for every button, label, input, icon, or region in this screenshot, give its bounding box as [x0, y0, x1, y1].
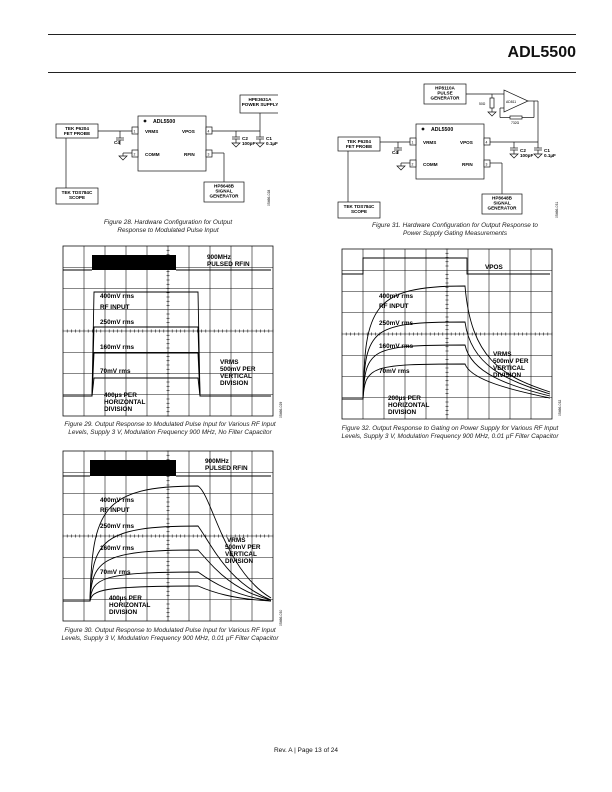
svg-text:05466-029: 05466-029: [279, 401, 283, 418]
svg-text:3: 3: [485, 162, 488, 167]
svg-text:50Ω: 50Ω: [479, 102, 486, 106]
svg-text:VPOS: VPOS: [485, 264, 503, 271]
svg-text:RF INPUT: RF INPUT: [379, 303, 409, 310]
svg-text:C10.1µF: C1 0.1µF: [266, 136, 278, 146]
svg-text:70mV rms: 70mV rms: [100, 368, 131, 375]
svg-text:900MHz: 900MHz: [207, 254, 231, 261]
svg-text:DIVISION: DIVISION: [220, 380, 249, 387]
svg-text:HP8648BSIGNALGENERATOR: HP8648B SIGNAL GENERATOR: [487, 195, 517, 211]
svg-text:PULSED RFIN: PULSED RFIN: [207, 261, 250, 268]
svg-text:70mV rms: 70mV rms: [379, 368, 410, 375]
chip-name: ADL5500: [153, 119, 176, 125]
svg-text:VERTICAL: VERTICAL: [225, 551, 257, 558]
svg-text:AD811: AD811: [506, 100, 517, 104]
svg-text:05466-030: 05466-030: [279, 609, 283, 626]
svg-text:DIVISION: DIVISION: [388, 409, 417, 416]
svg-text:HORIZONTAL: HORIZONTAL: [388, 402, 430, 409]
svg-text:RF INPUT: RF INPUT: [100, 507, 130, 514]
svg-text:400mV rms: 400mV rms: [100, 293, 135, 300]
svg-text:C2100pF: C2 100pF: [242, 136, 256, 146]
header-rule: [48, 34, 576, 73]
power-supply-label: HPE3631A POWER SUPPLY: [241, 97, 278, 107]
svg-text:PULSED RFIN: PULSED RFIN: [205, 465, 248, 472]
figure-28-caption: Figure 28. Hardware Configuration for Output Response to Modulated Pulse Input: [103, 219, 233, 234]
svg-text:250mV rms: 250mV rms: [100, 523, 135, 530]
svg-text:HP8110APULSEGENERATOR: HP8110A PULSE GENERATOR: [430, 85, 460, 101]
svg-text:160mV rms: 160mV rms: [379, 343, 414, 350]
svg-text:VRMS: VRMS: [423, 140, 437, 145]
svg-text:160mV rms: 160mV rms: [100, 545, 135, 552]
page-footer: Rev. A | Page 13 of 24: [273, 747, 339, 754]
svg-text:1: 1: [411, 140, 414, 145]
figure-32-caption: Figure 32. Output Response to Gating on Power Supply for Various RF Input Levels, Supply 3 V, Modulation Frequency 900 MHz, 0.01 µF Filter Capacitor: [341, 425, 559, 440]
svg-text:400mV rms: 400mV rms: [379, 293, 414, 300]
svg-text:DIVISION: DIVISION: [109, 609, 138, 616]
figure-29-caption: Figure 29. Output Response to Modulated Pulse Input for Various RF Input Levels, Supply 3 V, Modulation Frequency 900 MHz, No Filter Capacitor: [64, 421, 276, 436]
figure-31-schematic: [334, 82, 566, 222]
svg-text:2: 2: [133, 152, 136, 157]
svg-text:400µs PER: 400µs PER: [109, 595, 142, 602]
svg-text:4: 4: [207, 129, 210, 134]
svg-text:732Ω: 732Ω: [511, 121, 520, 125]
svg-text:TEK P6204FET PROBE: TEK P6204 FET PROBE: [63, 126, 91, 136]
figure-28-schematic: [48, 88, 278, 218]
svg-text:160mV rms: 160mV rms: [100, 344, 135, 351]
rf-pulse-band: [90, 460, 176, 476]
svg-text:1: 1: [133, 129, 136, 134]
svg-text:HORIZONTAL: HORIZONTAL: [109, 602, 151, 609]
svg-text:TEK TDS784CSCOPE: TEK TDS784C SCOPE: [61, 190, 93, 200]
svg-text:VPOS: VPOS: [460, 140, 473, 145]
svg-text:VRMS: VRMS: [493, 351, 512, 358]
pin-vrms: VRMS: [145, 129, 159, 134]
svg-text:250mV rms: 250mV rms: [100, 319, 135, 326]
svg-text:500mV PER: 500mV PER: [220, 366, 256, 373]
svg-text:C10.1µF: C1 0.1µF: [544, 148, 556, 158]
part-number: ADL5500: [507, 44, 576, 61]
pin-vpos: VPOS: [182, 129, 195, 134]
svg-text:VERTICAL: VERTICAL: [493, 365, 525, 372]
svg-text:500mV PER: 500mV PER: [493, 358, 529, 365]
svg-text:VRMS: VRMS: [227, 537, 246, 544]
svg-text:DIVISION: DIVISION: [104, 406, 133, 413]
figure-30-caption: Figure 30. Output Response to Modulated Pulse Input for Various RF Input Levels, Supply 3 V, Modulation Frequency 900 MHz, 0.01 µF Filter Capacitor: [61, 627, 279, 642]
pin-comm: COMM: [145, 152, 160, 157]
figure-28-code: 05466-028: [267, 189, 271, 206]
svg-text:200µs PER: 200µs PER: [388, 395, 421, 402]
svg-text:4: 4: [485, 140, 488, 145]
figure-30-scope: [62, 450, 274, 622]
svg-text:VERTICAL: VERTICAL: [220, 373, 252, 380]
svg-text:DIVISION: DIVISION: [225, 558, 254, 565]
figure-31-caption: Figure 31. Hardware Configuration for Output Response to Power Supply Gating Measurements: [372, 222, 538, 237]
svg-text:70mV rms: 70mV rms: [100, 569, 131, 576]
svg-text:DIVISION: DIVISION: [493, 372, 522, 379]
svg-text:RFIN: RFIN: [462, 162, 473, 167]
svg-text:VRMS: VRMS: [220, 359, 239, 366]
figure-29-scope: [62, 245, 274, 417]
svg-text:TEK P6204FET PROBE: TEK P6204 FET PROBE: [345, 139, 373, 149]
svg-text:2: 2: [411, 162, 414, 167]
svg-text:400µs PER: 400µs PER: [104, 392, 137, 399]
rf-pulse-band: [92, 255, 176, 270]
figure-32-scope: [341, 248, 553, 420]
svg-text:500mV PER: 500mV PER: [225, 544, 261, 551]
svg-text:3: 3: [207, 152, 210, 157]
svg-text:400mV rms: 400mV rms: [100, 497, 135, 504]
svg-text:900MHz: 900MHz: [205, 458, 229, 465]
svg-text:TEK TDS784CSCOPE: TEK TDS784C SCOPE: [343, 204, 375, 214]
pin-rfin: RFIN: [184, 152, 195, 157]
svg-text:HORIZONTAL: HORIZONTAL: [104, 399, 146, 406]
svg-text:C2100pF: C2 100pF: [520, 148, 534, 158]
svg-text:250mV rms: 250mV rms: [379, 320, 414, 327]
svg-text:05466-032: 05466-032: [558, 399, 562, 416]
svg-text:ADL5500: ADL5500: [431, 127, 454, 133]
svg-text:C4: C4: [114, 140, 120, 145]
svg-text:RF INPUT: RF INPUT: [100, 304, 130, 311]
svg-text:HP8648BSIGNALGENERATOR: HP8648B SIGNAL GENERATOR: [209, 183, 239, 199]
svg-text:C4: C4: [392, 150, 398, 155]
svg-text:05466-031: 05466-031: [555, 201, 559, 218]
svg-text:COMM: COMM: [423, 162, 438, 167]
